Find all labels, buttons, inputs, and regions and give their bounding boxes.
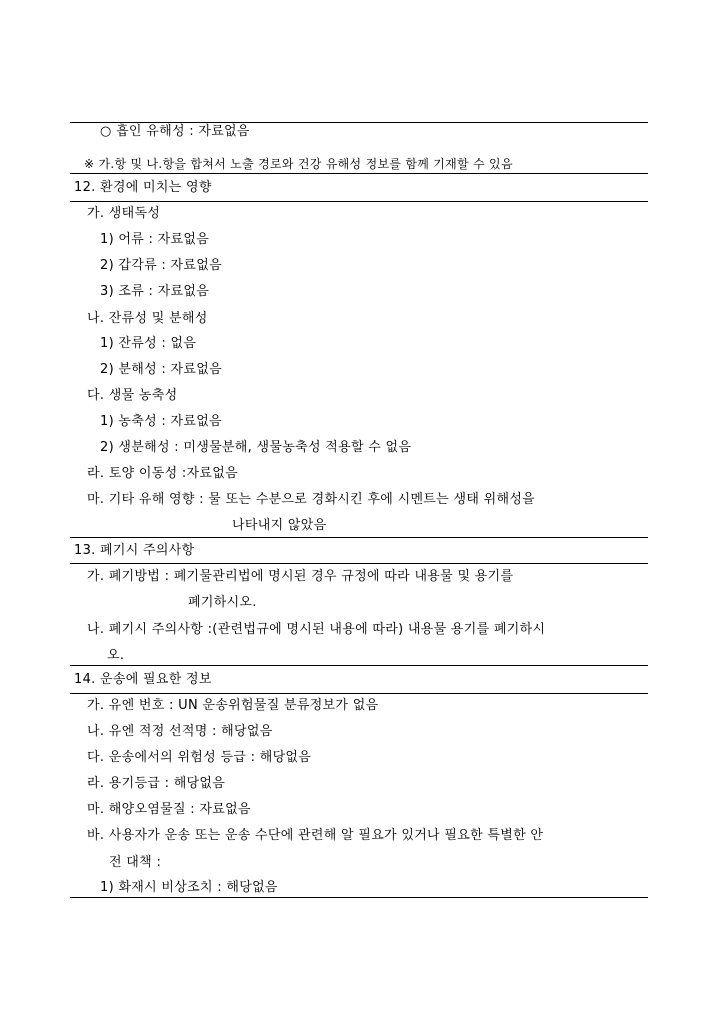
- special-precautions-cont: 전 대책 :: [109, 855, 162, 870]
- disposal-precautions-cont: 오.: [107, 648, 125, 663]
- soil-mobility: 라. 토양 이동성 :자료없음: [87, 466, 238, 481]
- special-precautions: 바. 사용자가 운송 또는 운송 수단에 관련해 알 필요가 있거나 필요한 특별한 안: [87, 828, 544, 843]
- rule-top: [70, 122, 648, 123]
- transport-hazard-class: 다. 운송에서의 위험성 등급 : 해당없음: [87, 750, 312, 765]
- rule-section-14: [70, 665, 648, 666]
- rule-section-13: [70, 537, 648, 538]
- un-number: 가. 유엔 번호 : UN 운송위험물질 분류정보가 없음: [87, 698, 379, 713]
- other-adverse-effects: 마. 기타 유해 영향 : 물 또는 수분으로 경화시킨 후에 시멘트는 생태 위해성을: [87, 492, 536, 507]
- section-14-heading: 14. 운송에 필요한 정보: [74, 672, 212, 687]
- bioaccumulation-heading: 다. 생물 농축성: [87, 388, 178, 403]
- disposal-method-cont: 폐기하시오.: [188, 595, 257, 610]
- ecotox-algae: 3) 조류 : 자료없음: [100, 284, 210, 299]
- section-12-heading: 12. 환경에 미치는 영향: [74, 180, 212, 195]
- section-13-heading: 13. 폐기시 주의사항: [74, 543, 195, 558]
- marine-pollutant: 마. 해양오염물질 : 자료없음: [87, 802, 251, 817]
- persistence: 1) 잔류성 : 없음: [100, 336, 197, 351]
- fire-emergency-measures: 1) 화재시 비상조치 : 해당없음: [100, 880, 278, 895]
- other-adverse-effects-cont: 나타내지 않았음: [232, 518, 327, 533]
- bioaccumulation: 1) 농축성 : 자료없음: [100, 414, 222, 429]
- disposal-method: 가. 폐기방법 : 폐기물관리법에 명시된 경우 규정에 따라 내용물 및 용기를: [87, 569, 514, 584]
- disposal-precautions: 나. 폐기시 주의사항 :(관련법규에 명시된 내용에 따라) 내용물 용기를 폐기하시: [87, 622, 546, 637]
- un-shipping-name: 나. 유엔 적정 선적명 : 해당없음: [87, 724, 273, 739]
- persistence-heading: 나. 잔류성 및 분해성: [87, 311, 208, 326]
- ecotoxicity-heading: 가. 생태독성: [87, 206, 161, 221]
- rule-section-12: [70, 173, 648, 174]
- aspiration-hazard: ○ 흡인 유해성 : 자료없음: [100, 124, 250, 139]
- rule-section-13-bottom: [70, 563, 648, 564]
- rule-section-14-bottom: [70, 693, 648, 694]
- biodegradability: 2) 생분해성 : 미생물분해, 생물농축성 적용할 수 없음: [100, 440, 412, 455]
- ecotox-fish: 1) 어류 : 자료없음: [100, 232, 210, 247]
- packing-group: 라. 용기등급 : 해당없음: [87, 776, 226, 791]
- degradability: 2) 분해성 : 자료없음: [100, 362, 222, 377]
- combined-note: ※ 가.항 및 나.항을 합쳐서 노출 경로와 건강 유해성 정보를 함께 기재할 수 있음: [84, 157, 513, 171]
- rule-section-12-bottom: [70, 201, 648, 202]
- rule-bottom: [70, 897, 648, 898]
- ecotox-crustaceans: 2) 갑각류 : 자료없음: [100, 258, 222, 273]
